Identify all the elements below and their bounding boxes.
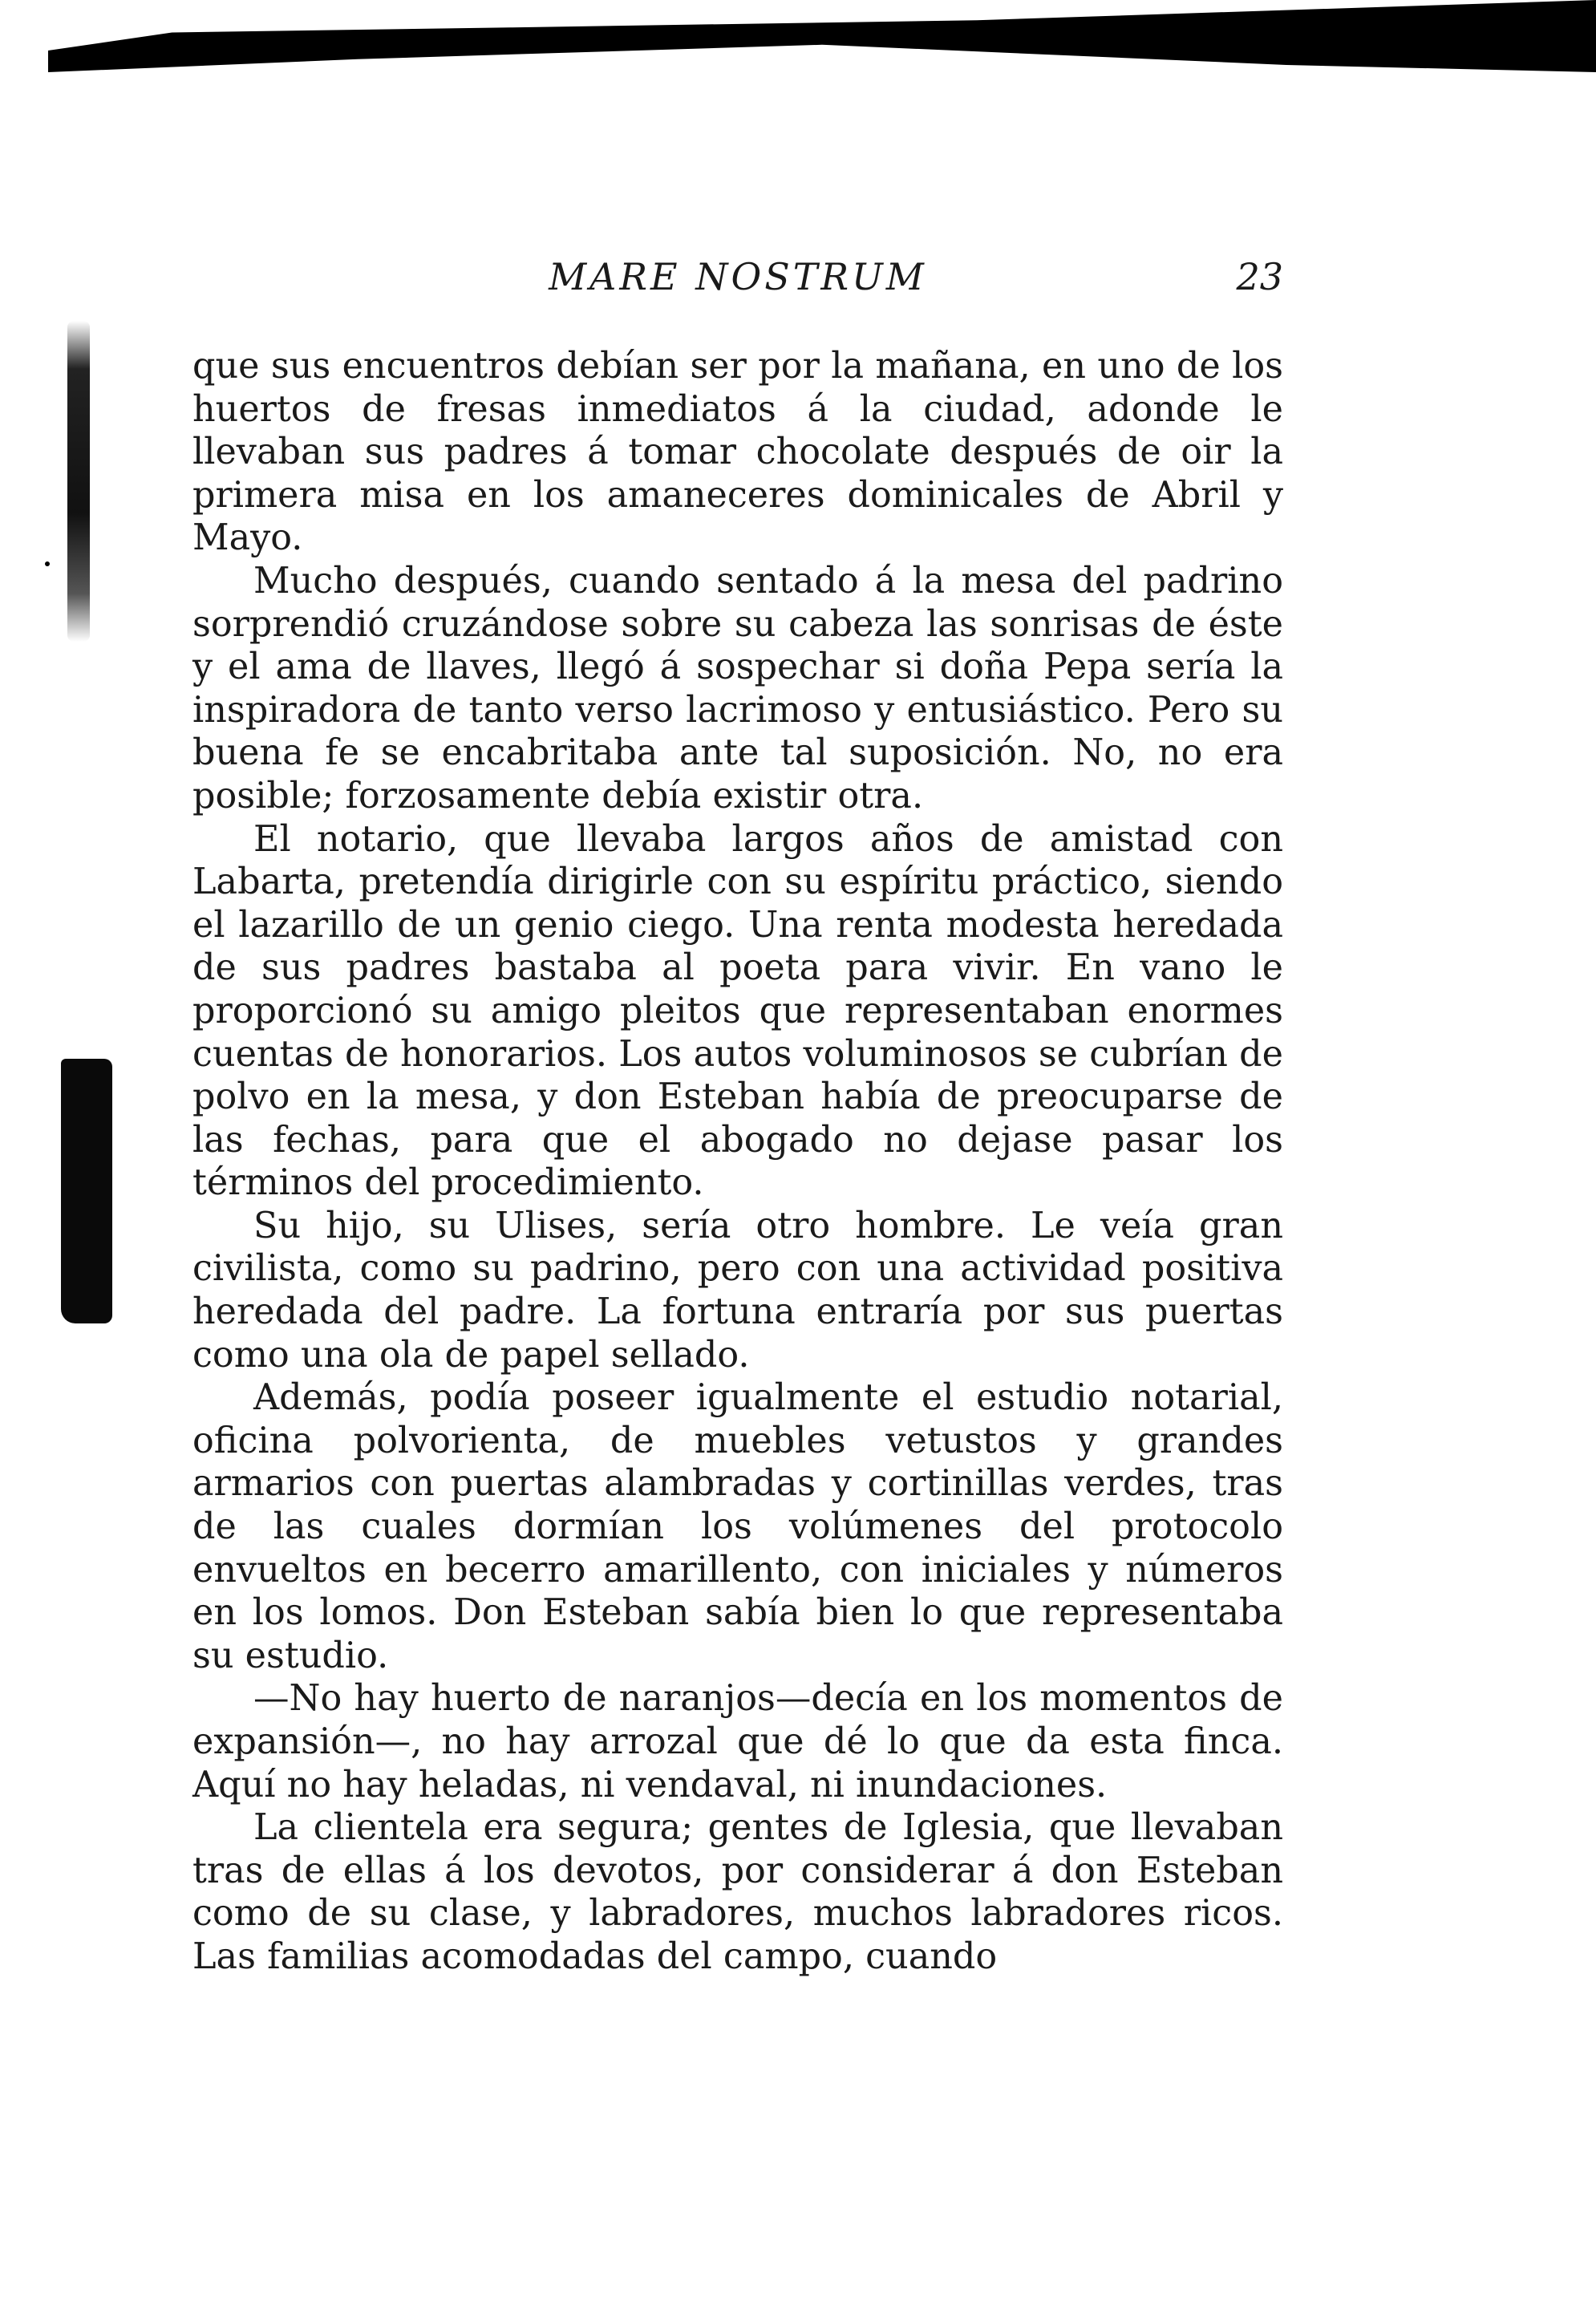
body-text [192,345,1283,1979]
paragraph: La clientela era segura; gentes de Iglesia, que llevaban tras de ellas á los devotos, por considerar á don Esteban como de su clase, y labradores, muchos labradores ricos. Las familias acomodadas del campo, cuando [192,1807,1283,1977]
scan-margin-streak [67,321,90,642]
paragraph: El notario, que llevaba largos años de amistad con Labarta, pretendía dirigirle con su espíritu práctico, siendo el lazarillo de un genio ciego. Una renta modesta heredada de sus padres bastaba al poeta para vivir. En vano le proporcionó su amigo pleitos que representaban enormes cuentas de honorarios. Los autos voluminosos se cubrían de polvo en la mesa, y don Esteban había de preocuparse de las fechas, para que el abogado no dejase pasar los términos del procedimiento. [192,818,1283,1204]
running-title: MARE NOSTRUM [549,255,927,298]
paragraph: Mucho después, cuando sentado á la mesa del padrino sorprendió cruzándose sobre su cabeza las sonrisas de éste y el ama de llaves, llegó á sospechar si doña Pepa sería la inspiradora de tanto verso lacrimoso y entusiástico. Pero su buena fe se encabritaba ante tal suposición. No, no era posible; forzosamente debía existir otra. [192,560,1283,817]
scan-speck [45,561,50,566]
paragraph-continuation: que sus encuentros debían ser por la mañana, en uno de los huertos de fresas inmediatos á la ciudad, adonde le llevaban sus padres á tomar chocolate después de oir la primera misa en los amaneceres dominicales de Abril y Mayo. [192,346,1283,559]
page-number: 23 [1236,255,1283,298]
paragraph: Además, podía poseer igualmente el estudio notarial, oficina polvorienta, de muebles vetustos y grandes armarios con puertas alambradas y cortinillas verdes, tras de las cuales dormían los volúmenes del protocolo envueltos en becerro amarillento, con iniciales y números en los lomos. Don Esteban sabía bien lo que representaba su estudio. [192,1377,1283,1676]
page-header [192,255,1283,303]
scan-edge-artifact [48,0,1596,72]
scan-edge-gap [0,0,48,72]
paragraph-dialogue: —No hay huerto de naranjos—decía en los momentos de expansión—, no hay arrozal que dé lo que da esta finca. Aquí no hay heladas, ni vendaval, ni inundaciones. [192,1678,1283,1806]
scan-margin-streak [61,1059,112,1323]
paragraph: Su hijo, su Ulises, sería otro hombre. Le veía gran civilista, como su padrino, pero con una actividad positiva heredada del padre. La fortuna entraría por sus puertas como una ola de papel sellado. [192,1205,1283,1376]
